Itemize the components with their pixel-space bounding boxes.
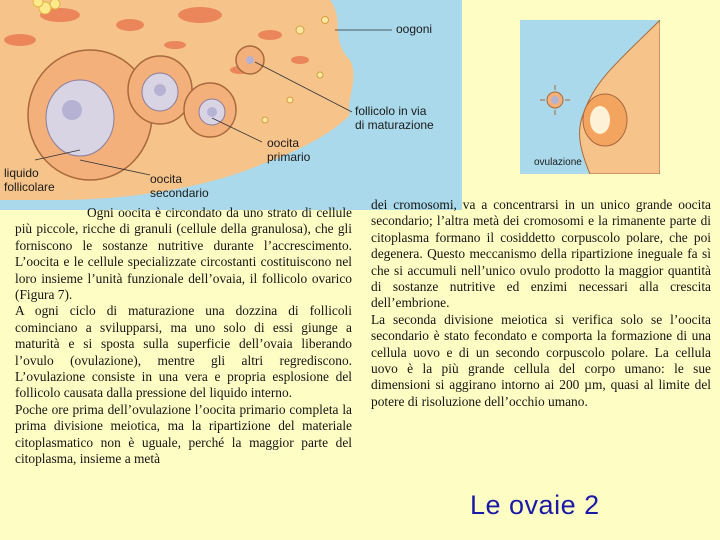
paragraph: La seconda divisione meiotica si verifica solo se l’oocita secondario è stato fecondato e comporta la formazione di una cellula uovo e di un secondo corpuscolo polare. La cellula uovo è la più grande cellula del corpo umano: le sue dimensioni si aggirano intorno ai 200 µm, quasi al limite del potere di risoluzione dell’occhio umano. <box>371 311 711 409</box>
label-oocita-primario: oocita primario <box>267 136 311 164</box>
ovulation-drawing <box>520 20 660 174</box>
text-column-right <box>371 197 711 410</box>
paragraph: A ogni ciclo di maturazione una dozzina di follicoli cominciano a svilupparsi, ma uno solo di essi giunge a maturità e si sposta sulla superficie dell’ovaia liberando l’ovulo (ovulazione), mentre gli altri regrediscono. L’ovulazione consiste in una vera e propria esplosione del follicolo causata dalla pressione del liquido interno. <box>15 303 352 401</box>
label-liquido-follicolare: liquido follicolare <box>4 166 55 194</box>
label-oocita-secondario: oocita secondario <box>150 172 209 200</box>
label-oogoni: oogoni <box>396 22 433 36</box>
label-ovulazione: ovulazione <box>534 157 582 168</box>
ovary-illustration <box>0 0 462 210</box>
paragraph: dei cromosomi, va a concentrarsi in un unico grande oocita secondario; l’altra metà dei cromosomi e la rimanente parte di citoplasma formano il cosiddetto corpuscolo polare, che poi degenera. Questo meccanismo della ripartizione ineguale fa sì che si accumuli nell’unico ovulo prodotto la maggior quantità di sostanze nutritive ed enzimi necessari alla crescita dell’embrione. <box>371 197 711 311</box>
slide-title: Le ovaie 2 <box>470 490 600 520</box>
paragraph: Ogni oocita è circondato da uno strato di cellule più piccole, ricche di granuli (cellule della granulosa), che gli forniscono le sostanze nutritive durante l’accrescimento. L’oocita e le cellule specializzate circostanti costituiscono nel loro insieme l’unità funzionale dell’ovaia, il follicolo ovarico (Figura 7). <box>15 205 352 303</box>
text-column-left <box>15 205 352 468</box>
paragraph: Poche ore prima dell’ovulazione l’oocita primario completa la prima divisione meiotica, ma la ripartizione del materiale citoplasmatico non è uguale, perché la maggior parte del citoplasma, insieme a metà <box>15 401 352 467</box>
ovulation-illustration <box>520 20 660 174</box>
label-follicolo-in-maturazione: follicolo in via di maturazione <box>355 104 434 132</box>
